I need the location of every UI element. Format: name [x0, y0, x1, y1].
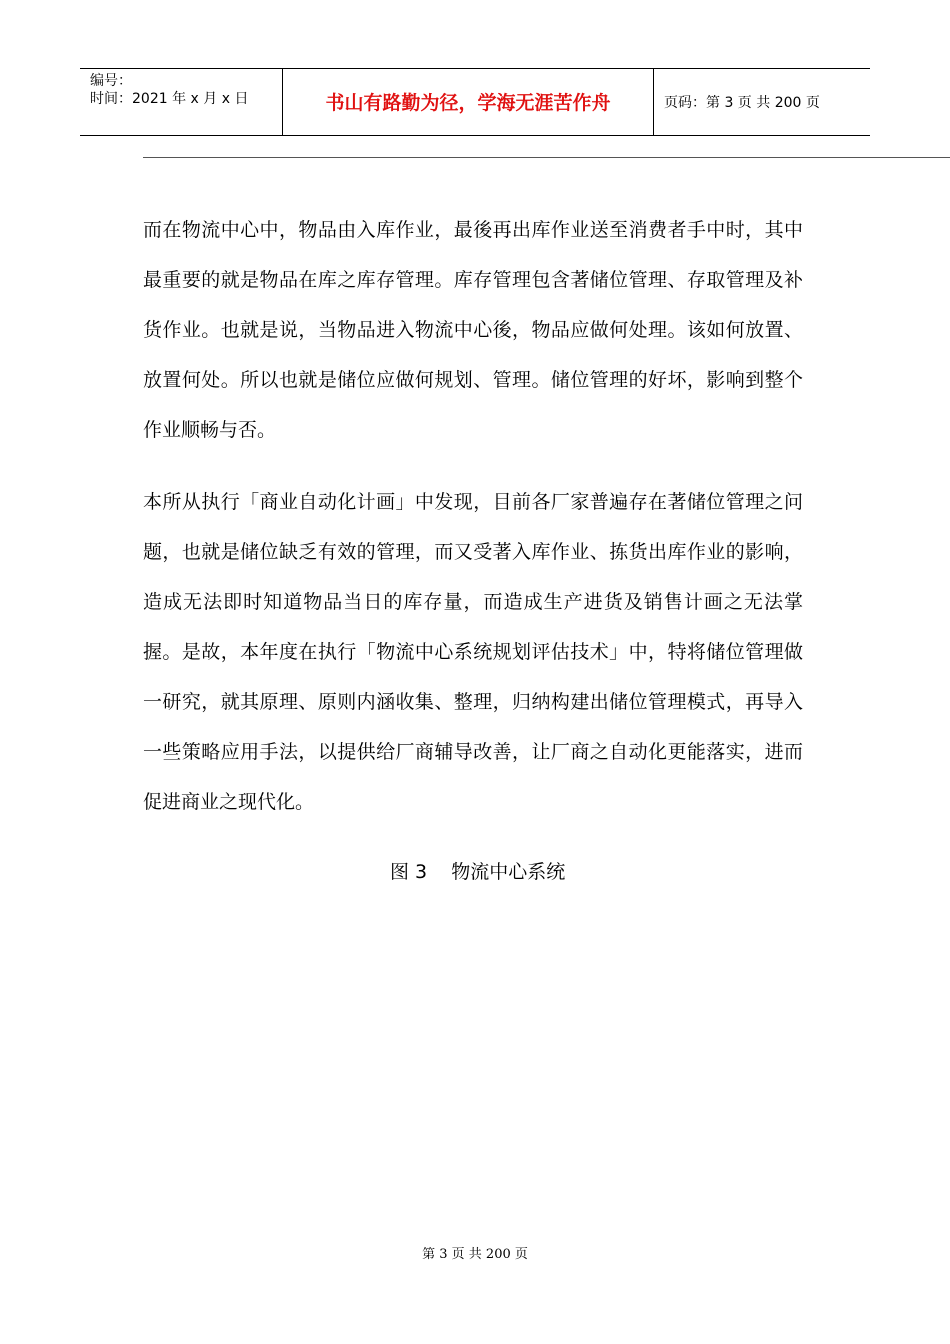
figure-caption: 图 3 物流中心系统 — [390, 861, 566, 883]
header-motto: 书山有路勤为径，学海无涯苦作舟 — [325, 92, 611, 114]
header-meta-cell — [80, 69, 282, 135]
page-footer: 第 3 页 共 200 页 — [422, 1247, 528, 1262]
body-paragraph-1: 而在物流中心中，物品由入库作业，最後再出库作业送至消费者手中时，其中最重要的就是物品在库之库存管理。库存管理包含著储位管理、存取管理及补货作业。也就是说，当物品进入物流中心後，物品应做何处理。该如何放置、放置何处。所以也就是储位应做何规划、管理。储位管理的好坏，影响到整个作业顺畅与否。 — [143, 219, 803, 441]
header-page-cell — [654, 69, 870, 135]
document-number-label: 编号： — [90, 73, 132, 89]
body-paragraph-2: 本所从执行「商业自动化计画」中发现，目前各厂家普遍存在著储位管理之问题，也就是储位缺乏有效的管理，而又受著入库作业、拣货出库作业的影响，造成无法即时知道物品当日的库存量，而造成生产进货及销售计画之无法掌握。是故，本年度在执行「物流中心系统规划评估技术」中，特将储位管理做一研究，就其原理、原则内涵收集、整理，归纳构建出储位管理模式，再导入一些策略应用手法，以提供给厂商辅导改善，让厂商之自动化更能落实，进而促进商业之现代化。 — [143, 491, 803, 813]
header-table — [80, 68, 870, 136]
header-divider — [143, 157, 950, 158]
document-date-label: 时间：2021 年 x 月 x 日 — [90, 91, 249, 107]
header-motto-cell — [282, 69, 654, 135]
header-page-info: 页码：第 3 页 共 200 页 — [664, 95, 820, 111]
